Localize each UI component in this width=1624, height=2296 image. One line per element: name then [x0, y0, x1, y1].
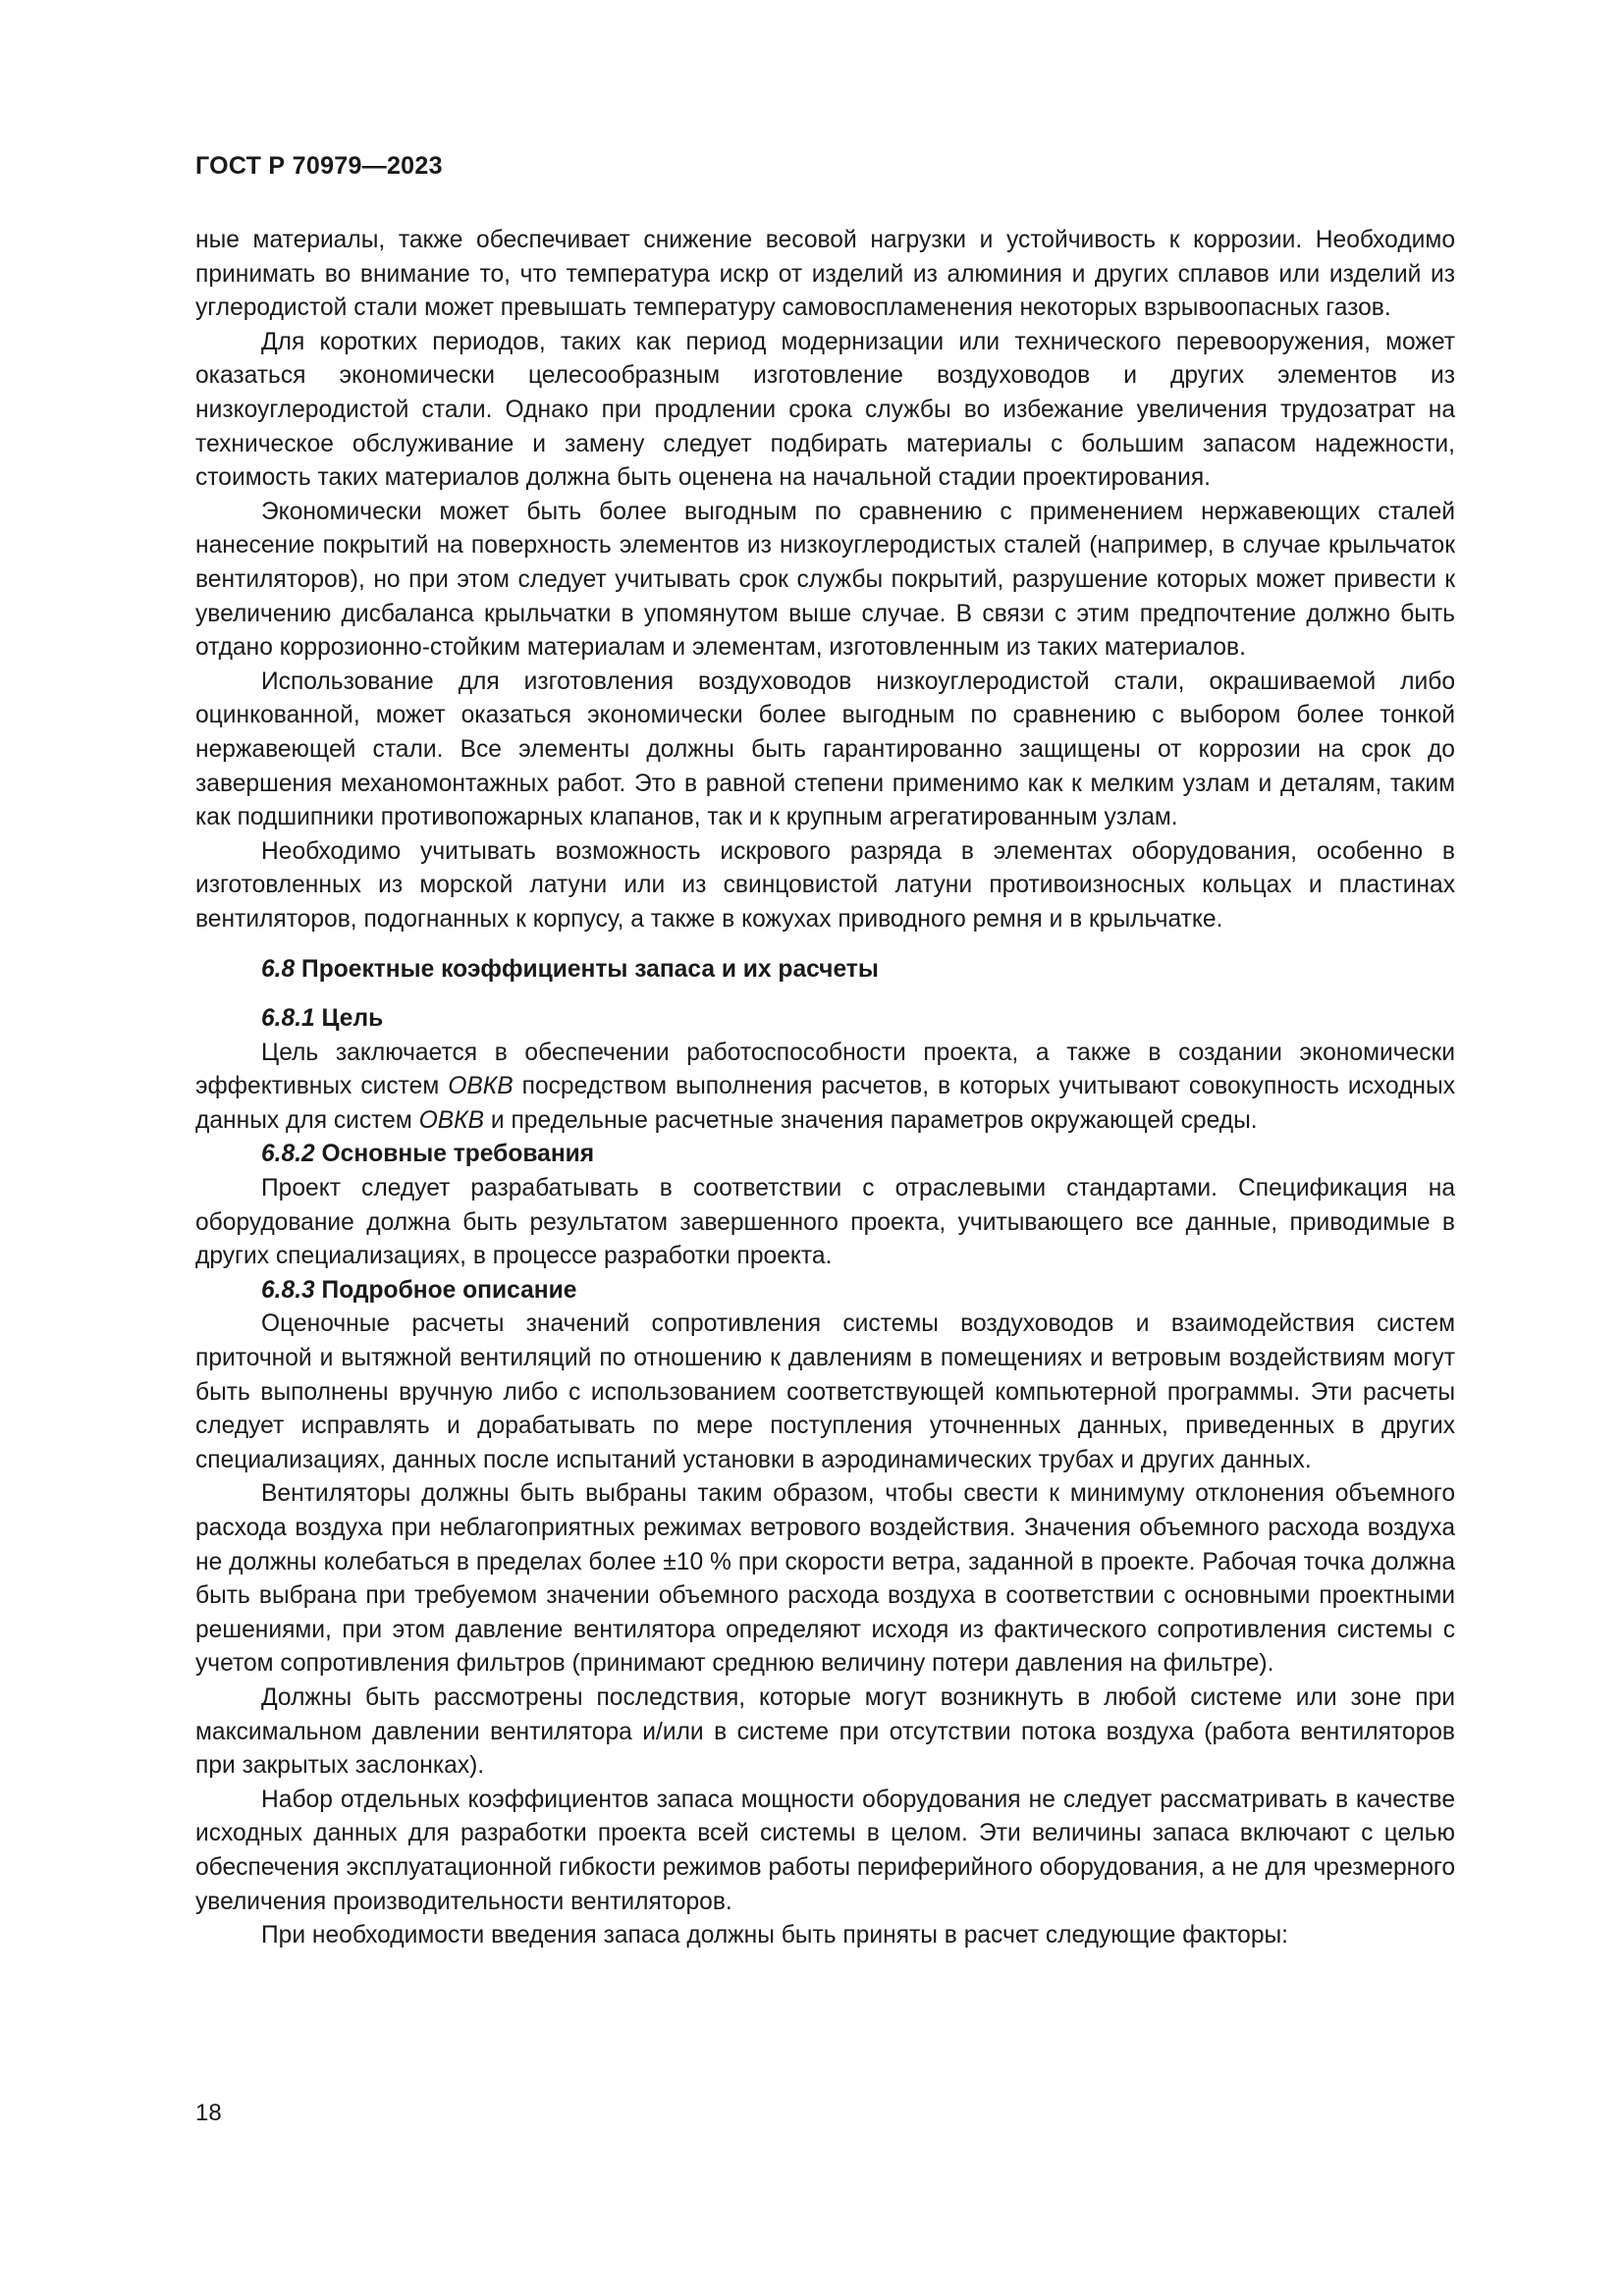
page-number: 18	[195, 2100, 222, 2126]
section-heading-6-8-1	[195, 1002, 1455, 1037]
abbreviation-ovkv: ОВКВ	[418, 1106, 485, 1134]
section-title: Основные требования	[321, 1141, 595, 1168]
document-code-header: ГОСТ Р 70979—2023	[195, 152, 443, 180]
section-heading-6-8-2	[195, 1138, 1455, 1172]
section-heading-6-8-3	[195, 1274, 1455, 1308]
paragraph: Необходимо учитывать возможность искрового разряда в элементах оборудования, особенно в изготовленных из морской латуни или из свинцовистой латуни противоизносных кольцах и пластинах вентиляторов, подогнанных к корпусу, а также в кожухах приводного ремня и в крыльчатке.	[195, 837, 1455, 933]
section-number: 6.8.2	[261, 1141, 315, 1168]
section-heading-6-8	[195, 953, 1455, 988]
paragraph: Оценочные расчеты значений сопротивления системы воздуховодов и взаимодействия систем приточной и вытяжной вентиляций по отношению к давлениям в помещениях и ветровым воздействиям могут быть выполнены вручную либо с использованием соответствующей компьютерной программы. Эти расчеты следует исправлять и дорабатывать по мере поступления уточненных данных, приведенных в других специализациях, данных после испытаний установки в аэродинамических трубах и других данных.	[195, 1310, 1455, 1473]
abbreviation-ovkv: ОВКВ	[448, 1073, 514, 1100]
text-run: посредством выполнения расчетов, в которых учитывают совокупность исходных данных для систем	[195, 1073, 1455, 1134]
paragraph	[195, 1037, 1455, 1139]
text-run: и предельные расчетные значения параметров окружающей среды.	[490, 1106, 1258, 1134]
paragraph: ные материалы, также обеспечивает снижение весовой нагрузки и устойчивость к коррозии. Необходимо принимать во внимание то, что температура искр от изделий из алюминия и других сплавов или изделий из углеродистой стали может превышать температуру самовоспламенения некоторых взрывоопасных газов.	[195, 227, 1455, 322]
paragraph: Вентиляторы должны быть выбраны таким образом, чтобы свести к минимуму отклонения объемного расхода воздуха при неблагоприятных режимах ветрового воздействия. Значения объемного расхода воздуха не должны колебаться в пределах более ±10 % при скорости ветра, заданной в проекте. Рабочая точка должна быть выбрана при требуемом значении объемного расхода воздуха в соответствии с основными проектными решениями, при этом давление вентилятора определяют исходя из фактического сопротивления системы с учетом сопротивления фильтров (принимают среднюю величину потери давления на фильтре).	[195, 1480, 1455, 1678]
paragraph: Набор отдельных коэффициентов запаса мощности оборудования не следует рассматривать в качестве исходных данных для разработки проекта всей системы в целом. Эти величины запаса включают с целью обеспечения эксплуатационной гибкости режимов работы периферийного оборудования, а не для чрезмерного увеличения производительности вентиляторов.	[195, 1786, 1455, 1915]
section-title: Подробное описание	[321, 1276, 577, 1304]
paragraph: Проект следует разрабатывать в соответствии с отраслевыми стандартами. Спецификация на оборудование должна быть результатом завершенного проекта, учитывающего все данные, приводимые в других специализациях, в процессе разработки проекта.	[195, 1175, 1455, 1270]
text-run: Цель заключается в обеспечении работоспособности проекта, а также в создании экономически эффективных систем	[195, 1039, 1455, 1100]
paragraph: Экономически может быть более выгодным по сравнению с применением нержавеющих сталей нанесение покрытий на поверхность элементов из низкоуглеродистых сталей (например, в случае крыльчаток вентиляторов), но при этом следует учитывать срок службы покрытий, разрушение которых может привести к увеличению дисбаланса крыльчатки в упомянутом выше случае. В связи с этим предпочтение должно быть отдано коррозионно-стойким материалам и элементам, изготовленным из таких материалов.	[195, 498, 1455, 662]
section-number: 6.8.1	[261, 1005, 315, 1033]
paragraph: Должны быть рассмотрены последствия, которые могут возникнуть в любой системе или зоне при максимальном давлении вентилятора и/или в системе при отсутствии потока воздуха (работа вентиляторов при закрытых заслонках).	[195, 1683, 1455, 1780]
section-title: Цель	[321, 1005, 384, 1033]
paragraph: Для коротких периодов, таких как период модернизации или технического перевооружения, может оказаться экономически целесообразным изготовление воздуховодов и других элементов из низкоуглеродистой стали. Однако при продлении срока службы во избежание увеличения трудозатрат на техническое обслуживание и замену следует подбирать материалы с большим запасом надежности, стоимость таких материалов должна быть оценена на начальной стадии проектирования.	[195, 328, 1455, 492]
paragraph: При необходимости введения запаса должны быть приняты в расчет следующие факторы:	[261, 1922, 1289, 1949]
paragraph: Использование для изготовления воздуховодов низкоуглеродистой стали, окрашиваемой либо оцинкованной, может оказаться экономически более выгодным по сравнению с выбором более тонкой нержавеющей стали. Все элементы должны быть гарантированно защищены от коррозии на срок до завершения механомонтажных работ. Это в равной степени применимо как к мелким узлам и деталям, таким как подшипники противопожарных клапанов, так и к крупным агрегатированным узлам.	[195, 667, 1455, 831]
section-title: Проектные коэффициенты запаса и их расчеты	[301, 956, 879, 984]
section-number: 6.8.3	[261, 1276, 315, 1304]
page-body	[195, 224, 1455, 1953]
section-number: 6.8	[261, 956, 296, 984]
